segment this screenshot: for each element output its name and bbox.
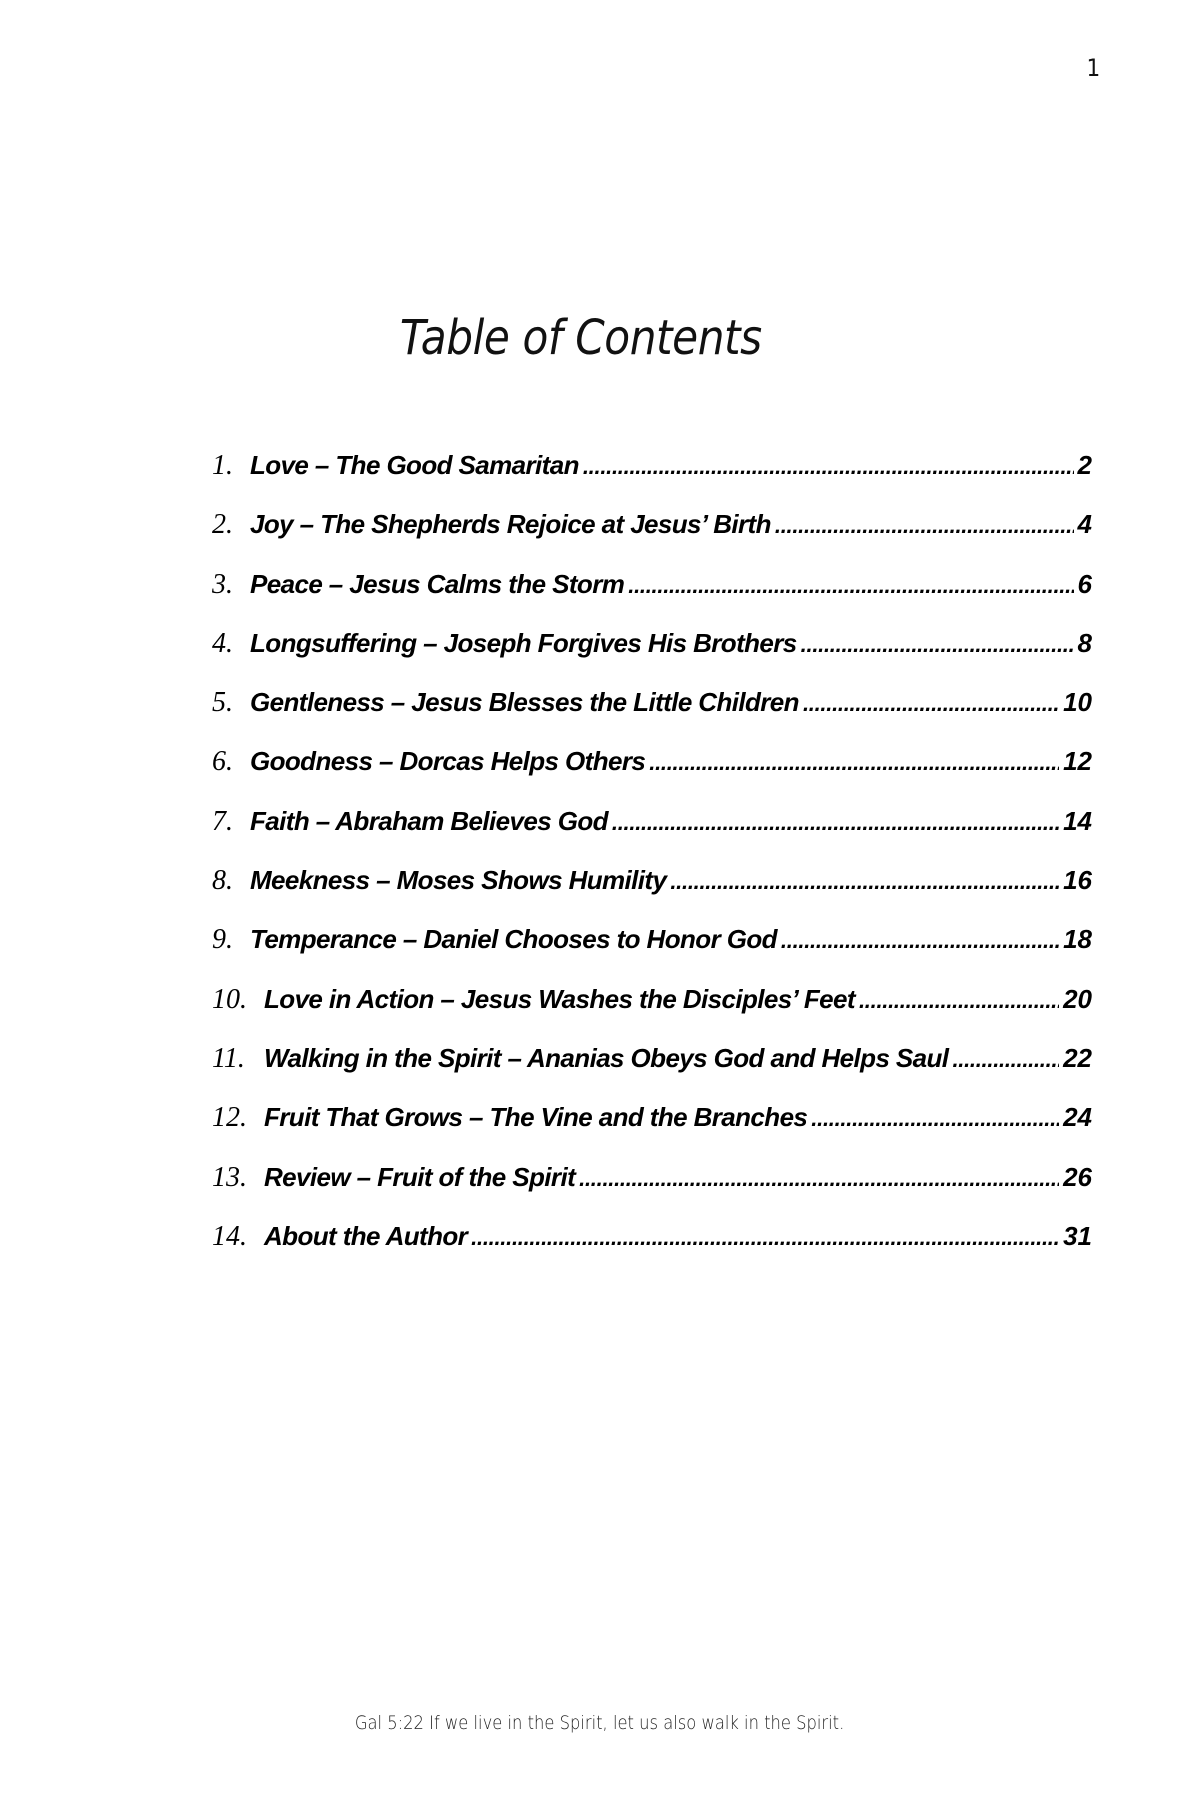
dot-leader (583, 447, 1074, 485)
toc-entry-page: 6 (1077, 568, 1092, 599)
toc-entry-number: 8. (212, 865, 233, 897)
toc-entry-page: 12 (1063, 746, 1092, 777)
dot-leader (612, 803, 1059, 841)
toc-entry-page: 4 (1077, 509, 1092, 540)
dot-leader (471, 1218, 1059, 1256)
toc-entry-number: 10. (212, 983, 247, 1015)
toc-entry-number: 14. (212, 1220, 247, 1252)
toc-entry-number: 12. (212, 1102, 247, 1134)
dot-leader (801, 625, 1074, 663)
toc-entry-title: Longsuffering – Joseph Forgives His Brothers (250, 627, 797, 658)
toc-entry-title: Love – The Good Samaritan (250, 450, 579, 480)
toc-entry-page: 14 (1063, 805, 1092, 836)
toc-entry-number: 7. (212, 805, 233, 837)
toc-entry-page: 24 (1063, 1102, 1092, 1133)
toc-entry-page: 18 (1063, 924, 1092, 955)
dot-leader (803, 684, 1059, 722)
dot-leader (859, 981, 1059, 1019)
toc-entry-number: 11. (212, 1042, 245, 1074)
toc-entry-meekness[interactable] (212, 862, 1092, 921)
toc-entry-number: 6. (212, 746, 233, 778)
toc-entry-title: Peace – Jesus Calms the Storm (250, 568, 625, 599)
dot-leader (579, 1159, 1059, 1197)
toc-entry-page: 31 (1063, 1220, 1092, 1251)
dot-leader (670, 862, 1059, 900)
toc-entry-number: 1. (212, 450, 233, 481)
toc-entry-joy[interactable] (212, 506, 1092, 565)
toc-entry-temperance[interactable] (212, 921, 1092, 980)
toc-entry-title: Walking in the Spirit – Ananias Obeys God and Helps Saul (264, 1042, 949, 1073)
toc-entry-title: Temperance – Daniel Chooses to Honor God (250, 924, 777, 955)
toc-entry-page: 8 (1077, 627, 1092, 658)
toc-entry-love-in-action[interactable] (212, 981, 1092, 1040)
toc-entry-title: Meekness – Moses Shows Humility (250, 865, 667, 896)
dot-leader (781, 921, 1059, 959)
toc-entry-walking-in-the-spirit[interactable] (212, 1040, 1092, 1099)
toc-entry-number: 3. (212, 568, 233, 600)
toc-entry-title: Faith – Abraham Believes God (250, 805, 608, 836)
toc-entry-fruit-that-grows[interactable] (212, 1099, 1092, 1158)
toc-entry-goodness[interactable] (212, 743, 1092, 802)
toc-entry-number: 4. (212, 627, 233, 659)
toc-entry-about-the-author[interactable] (212, 1218, 1092, 1277)
dot-leader (811, 1099, 1059, 1137)
toc-entry-faith[interactable] (212, 803, 1092, 862)
toc-entry-page: 16 (1063, 865, 1092, 896)
toc-entry-number: 2. (212, 509, 233, 541)
table-of-contents (212, 447, 1092, 1277)
toc-entry-title: About the Author (264, 1220, 468, 1251)
toc-entry-number: 9. (212, 924, 233, 956)
dot-leader (649, 743, 1059, 781)
toc-entry-title: Fruit That Grows – The Vine and the Branches (264, 1102, 808, 1133)
dot-leader (952, 1040, 1059, 1078)
toc-entry-love[interactable] (212, 447, 1092, 506)
page-number: 1 (1086, 54, 1100, 82)
toc-entry-number: 13. (212, 1161, 247, 1193)
toc-entry-peace[interactable] (212, 566, 1092, 625)
toc-entry-gentleness[interactable] (212, 684, 1092, 743)
toc-entry-longsuffering[interactable] (212, 625, 1092, 684)
toc-entry-page: 26 (1063, 1161, 1092, 1192)
toc-entry-title: Joy – The Shepherds Rejoice at Jesus’ Birth (250, 509, 771, 540)
toc-entry-title: Love in Action – Jesus Washes the Disciples’ Feet (264, 983, 855, 1014)
footer-verse: Gal 5:22 If we live in the Spirit, let us also walk in the Spirit. (355, 1712, 845, 1734)
dot-leader (628, 566, 1073, 604)
toc-entry-page: 10 (1063, 687, 1092, 718)
toc-entry-page: 20 (1063, 983, 1092, 1014)
toc-entry-page: 22 (1063, 1042, 1092, 1073)
toc-entry-title: Goodness – Dorcas Helps Others (250, 746, 646, 777)
page-title: Table of Contents (399, 310, 762, 367)
toc-entry-page: 2 (1077, 450, 1092, 480)
toc-entry-review[interactable] (212, 1159, 1092, 1218)
toc-entry-number: 5. (212, 687, 233, 719)
dot-leader (775, 506, 1074, 544)
toc-entry-title: Gentleness – Jesus Blesses the Little Children (250, 687, 799, 718)
page-footer (0, 1712, 1200, 1734)
toc-entry-title: Review – Fruit of the Spirit (264, 1161, 576, 1192)
